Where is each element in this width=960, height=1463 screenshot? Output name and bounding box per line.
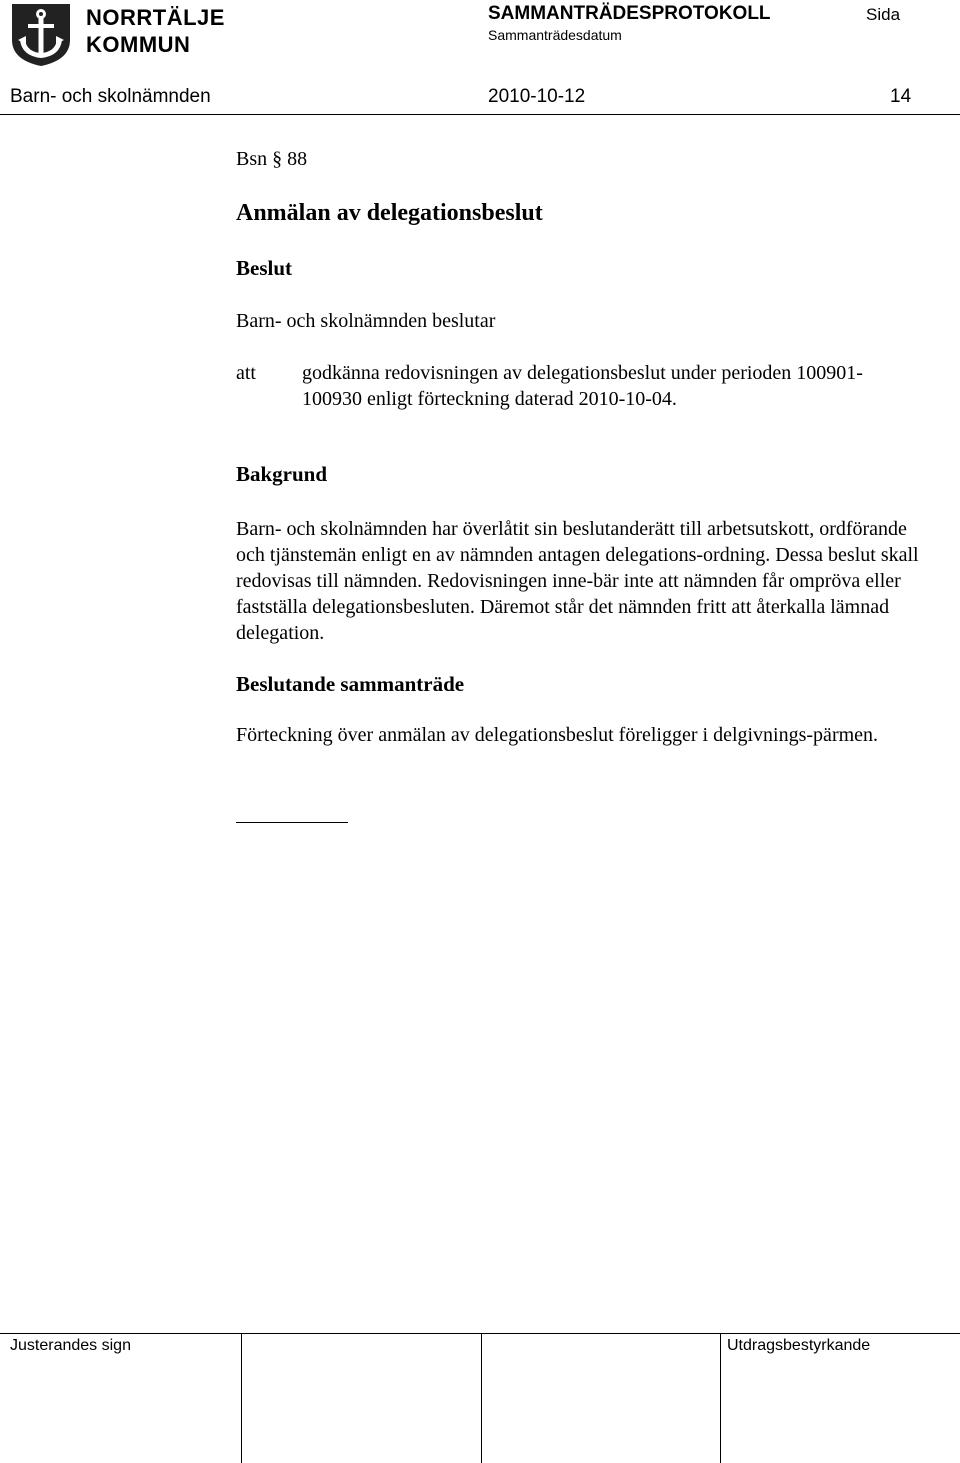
footer-column-divider bbox=[241, 1334, 242, 1463]
background-heading: Bakgrund bbox=[236, 462, 328, 486]
meeting-date-label: Sammanträdesdatum bbox=[488, 27, 622, 43]
background-text: Barn- och skolnämnden har överlåtit sin beslutanderätt till arbetsutskott, ordförande och tjänstemän enligt en av nämnden antagen delegations-ordning. Dessa beslut skall redovisas till nämnden. Redovisningen inne-bär inte att nämnden får ompröva eller fastställa delegationsbesluten. Däremot står det nämnden fritt att återkalla lämnad delegation. bbox=[236, 518, 919, 644]
municipality-name-line1: NORRTÄLJE bbox=[86, 5, 225, 30]
header-divider bbox=[0, 114, 960, 115]
footer-divider bbox=[0, 1333, 960, 1334]
decision-text: godkänna redovisningen av delegationsbeslut under perioden 100901-100930 enligt förteckning daterad 2010-10-04. bbox=[302, 362, 863, 410]
footer-column-divider bbox=[720, 1334, 721, 1463]
meeting-text: Förteckning över anmälan av delegationsbeslut föreligger i delgivnings-pärmen. bbox=[236, 724, 879, 746]
decision-intro: Barn- och skolnämnden beslutar bbox=[236, 310, 496, 332]
page-label: Sida bbox=[866, 5, 901, 24]
decision-att-label: att bbox=[236, 362, 256, 384]
meeting-date: 2010-10-12 bbox=[488, 86, 586, 107]
paragraph-number: Bsn § 88 bbox=[236, 148, 308, 170]
municipality-name bbox=[86, 4, 225, 58]
adjusters-signature-label: Justerandes sign bbox=[10, 1337, 131, 1354]
committee-name: Barn- och skolnämnden bbox=[10, 86, 211, 107]
footer-column-divider bbox=[481, 1334, 482, 1463]
section-end-rule bbox=[236, 822, 348, 823]
municipality-name-line2: KOMMUN bbox=[86, 32, 191, 57]
extract-certification-label: Utdragsbestyrkande bbox=[727, 1337, 871, 1354]
section-title: Anmälan av delegationsbeslut bbox=[236, 200, 543, 226]
document-type: SAMMANTRÄDESPROTOKOLL bbox=[488, 3, 771, 24]
decision-heading: Beslut bbox=[236, 256, 293, 280]
meeting-heading: Beslutande sammanträde bbox=[236, 672, 465, 696]
page-number: 14 bbox=[890, 86, 912, 107]
anchor-crest-icon bbox=[8, 2, 74, 68]
